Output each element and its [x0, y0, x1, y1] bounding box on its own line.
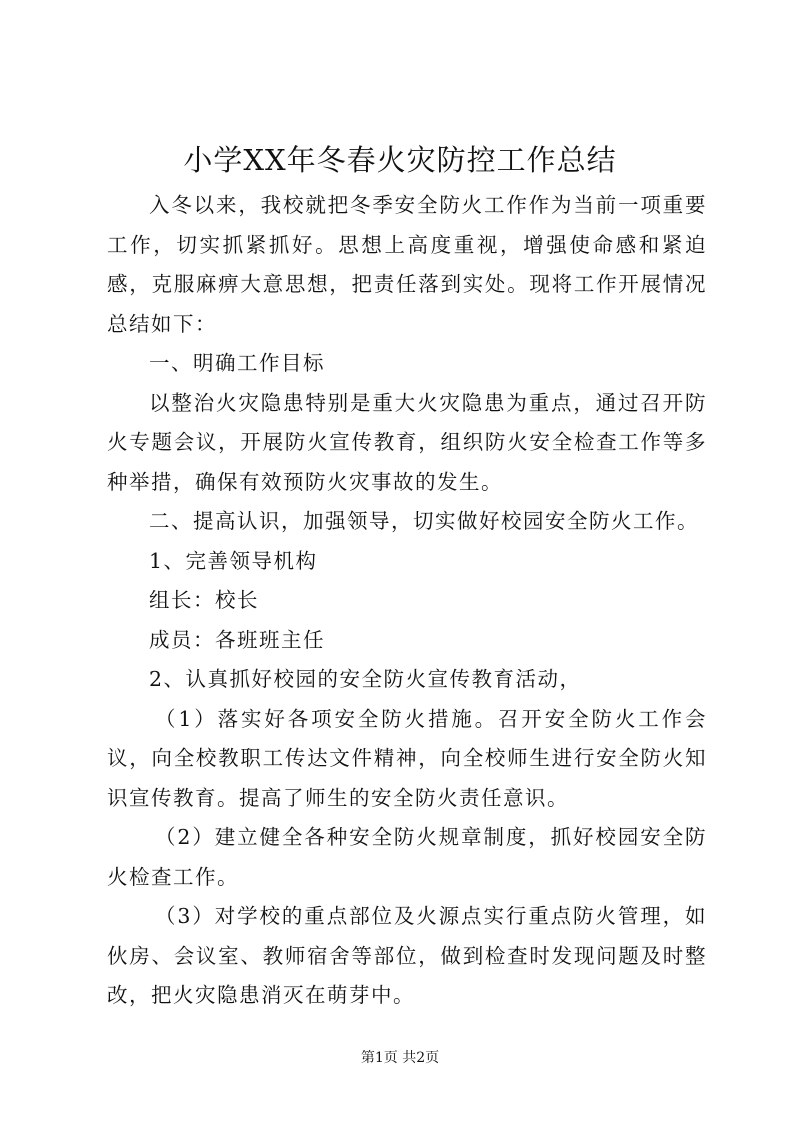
leader-line: 组长：校长 — [149, 588, 259, 612]
document-body — [107, 186, 707, 1016]
heading-section-1: 一、明确工作目标 — [149, 351, 325, 375]
paragraph-item-1: （1）落实好各项安全防火措施。召开安全防火工作会议，向全校教职工传达文件精神，向全校师生进行安全防火知识宣传教育。提高了师生的安全防火责任意识。 — [107, 706, 707, 810]
paragraph-intro: 入冬以来，我校就把冬季安全防火工作作为当前一项重要工作，切实抓紧抓好。思想上高度重视，增强使命感和紧迫感，克服麻痹大意思想，把责任落到实处。现将工作开展情况总结如下： — [107, 193, 707, 336]
page-footer: 第1页 共2页 — [360, 1050, 440, 1066]
members-line: 成员：各班班主任 — [149, 627, 325, 652]
paragraph-item-3: （3）对学校的重点部位及火源点实行重点防火管理，如伙房、会议室、教师宿舍等部位，做到检查时发现问题及时整改，把火灾隐患消灭在萌芽中。 — [107, 904, 707, 1007]
paragraph-item-2: （2）建立健全各种安全防火规章制度，抓好校园安全防火检查工作。 — [107, 825, 707, 889]
paragraph-section-1: 以整治火灾隐患特别是重大火灾隐患为重点，通过召开防火专题会议，开展防火宣传教育，组织防火安全检查工作等多种举措，确保有效预防火灾事故的发生。 — [107, 390, 707, 494]
subheading-education: 2、认真抓好校园的安全防火宣传教育活动， — [149, 667, 582, 691]
subheading-leadership: 1、完善领导机构 — [149, 548, 318, 573]
heading-section-2: 二、提高认识，加强领导，切实做好校园安全防火工作。 — [149, 509, 699, 533]
document-title: 小学XX年冬春火灾防控工作总结 — [183, 143, 617, 177]
